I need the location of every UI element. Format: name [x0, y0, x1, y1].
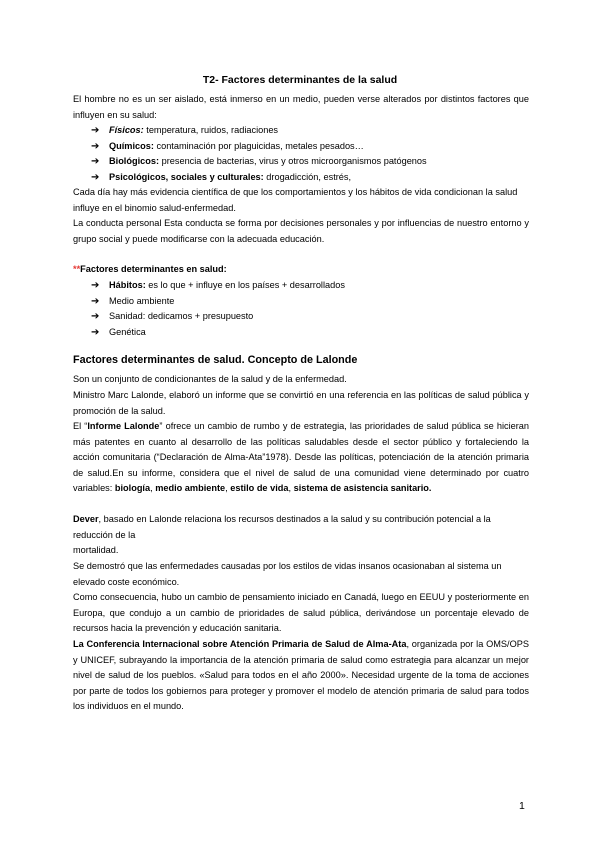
- determinant-item: ➔ Hábitos: es lo que + influye en los países + desarrollados: [91, 278, 345, 294]
- lalonde-p2: Ministro Marc Lalonde, elaboró un informe que se convirtió en una referencia en las políticas de salud pública y promoción de la salud.: [73, 390, 529, 416]
- factor-item: ➔ Psicológicos, sociales y culturales: drogadicción, estrés,: [91, 170, 351, 186]
- dever-paragraph: Dever, basado en Lalonde relaciona los recursos destinados a la salud y su contribución potencial a la reducción de la: [73, 514, 491, 540]
- arrow-icon: ➔: [91, 295, 100, 307]
- lalonde-p1: Son un conjunto de condicionantes de la salud y de la enfermedad.: [73, 374, 347, 384]
- arrow-icon: ➔: [91, 280, 100, 291]
- evidence-paragraph: Cada día hay más evidencia científica de que los comportamientos y los hábitos de vida condicionan la salud influye en el binomio salud-enfermedad.: [73, 187, 518, 213]
- arrow-icon: ➔: [91, 125, 100, 136]
- determinant-item: ➔ Genética: [91, 325, 146, 341]
- lalonde-p5: Se demostró que las enfermedades causadas por los estilos de vidas insanos ocasionaban al sistema un elevado coste económico.: [73, 561, 502, 587]
- page-title: T2- Factores determinantes de la salud: [202, 74, 398, 86]
- factor-item: ➔ Físicos: temperatura, ruidos, radiaciones: [91, 123, 278, 139]
- lalonde-p7: La Conferencia Internacional sobre Atención Primaria de Salud de Alma-Ata, organizada por la OMS/OPS y UNICEF, subrayando la importancia de la atención primaria de salud como estrategia para alcanzar un mejor nivel de salud de los pueblos. «Salud para todos en el año 2000». Necesidad urgente de la toma de acciones por parte de todos los gobiernos para proteger y promover el modelo de atención primaria de salud para todos los individuos en el mundo.: [73, 639, 529, 712]
- asterisk-marker: **: [73, 264, 81, 274]
- arrow-icon: ➔: [91, 156, 100, 167]
- factor-item: ➔ Biológicos: presencia de bacterias, virus y otros microorganismos patógenos: [91, 154, 427, 170]
- determinants-heading: **Factores determinantes en salud:: [73, 264, 227, 274]
- intro-paragraph: El hombre no es un ser aislado, está inmerso en un medio, pueden verse alterados por distintos factores que influyen en su salud:: [73, 94, 529, 120]
- page-number: 1: [519, 800, 525, 812]
- arrow-icon: ➔: [91, 171, 100, 183]
- determinant-item: ➔ Medio ambiente: [91, 294, 174, 310]
- lalonde-p3: El “Informe Lalonde” ofrece un cambio de rumbo y de estrategia, las prioridades de salud pública se hicieran más patentes en cuanto al desarrollo de las políticas saludables desde el sector público y fortaleciendo la acción comunitaria (“Declaración de Alma-Ata”1978). Desde las políticas, potenciación de la atención primaria de salud.En su informe, considera que el nivel de salud de una comunidad viene determinado por cuatro variables: biología, medio ambiente, estilo de vida, sistema de asistencia sanitario.: [73, 421, 530, 494]
- lalonde-p6: Como consecuencia, hubo un cambio de pensamiento iniciado en Canadá, luego en EEUU y posteriormente en Europa, que condujo a un cambio de prioridades de salud pública, derivándose un porcentaje elevado de recursos hacia la prevención y educación sanitaria.: [73, 592, 529, 634]
- arrow-icon: ➔: [91, 140, 100, 152]
- determinant-item: ➔ Sanidad: dedicamos + presupuesto: [91, 309, 253, 325]
- conducta-paragraph: La conducta personal Esta conducta se forma por decisiones personales y por influencias de nuestro entorno y grupo social y puede modificarse con la adecuada educación.: [73, 218, 529, 244]
- dever-continuation: mortalidad.: [73, 545, 119, 555]
- arrow-icon: ➔: [91, 311, 100, 322]
- lalonde-heading: Factores determinantes de salud. Concepto de Lalonde: [73, 354, 358, 366]
- factor-item: ➔ Químicos: contaminación por plaguicidas, metales pesados…: [91, 139, 364, 155]
- arrow-icon: ➔: [91, 326, 100, 338]
